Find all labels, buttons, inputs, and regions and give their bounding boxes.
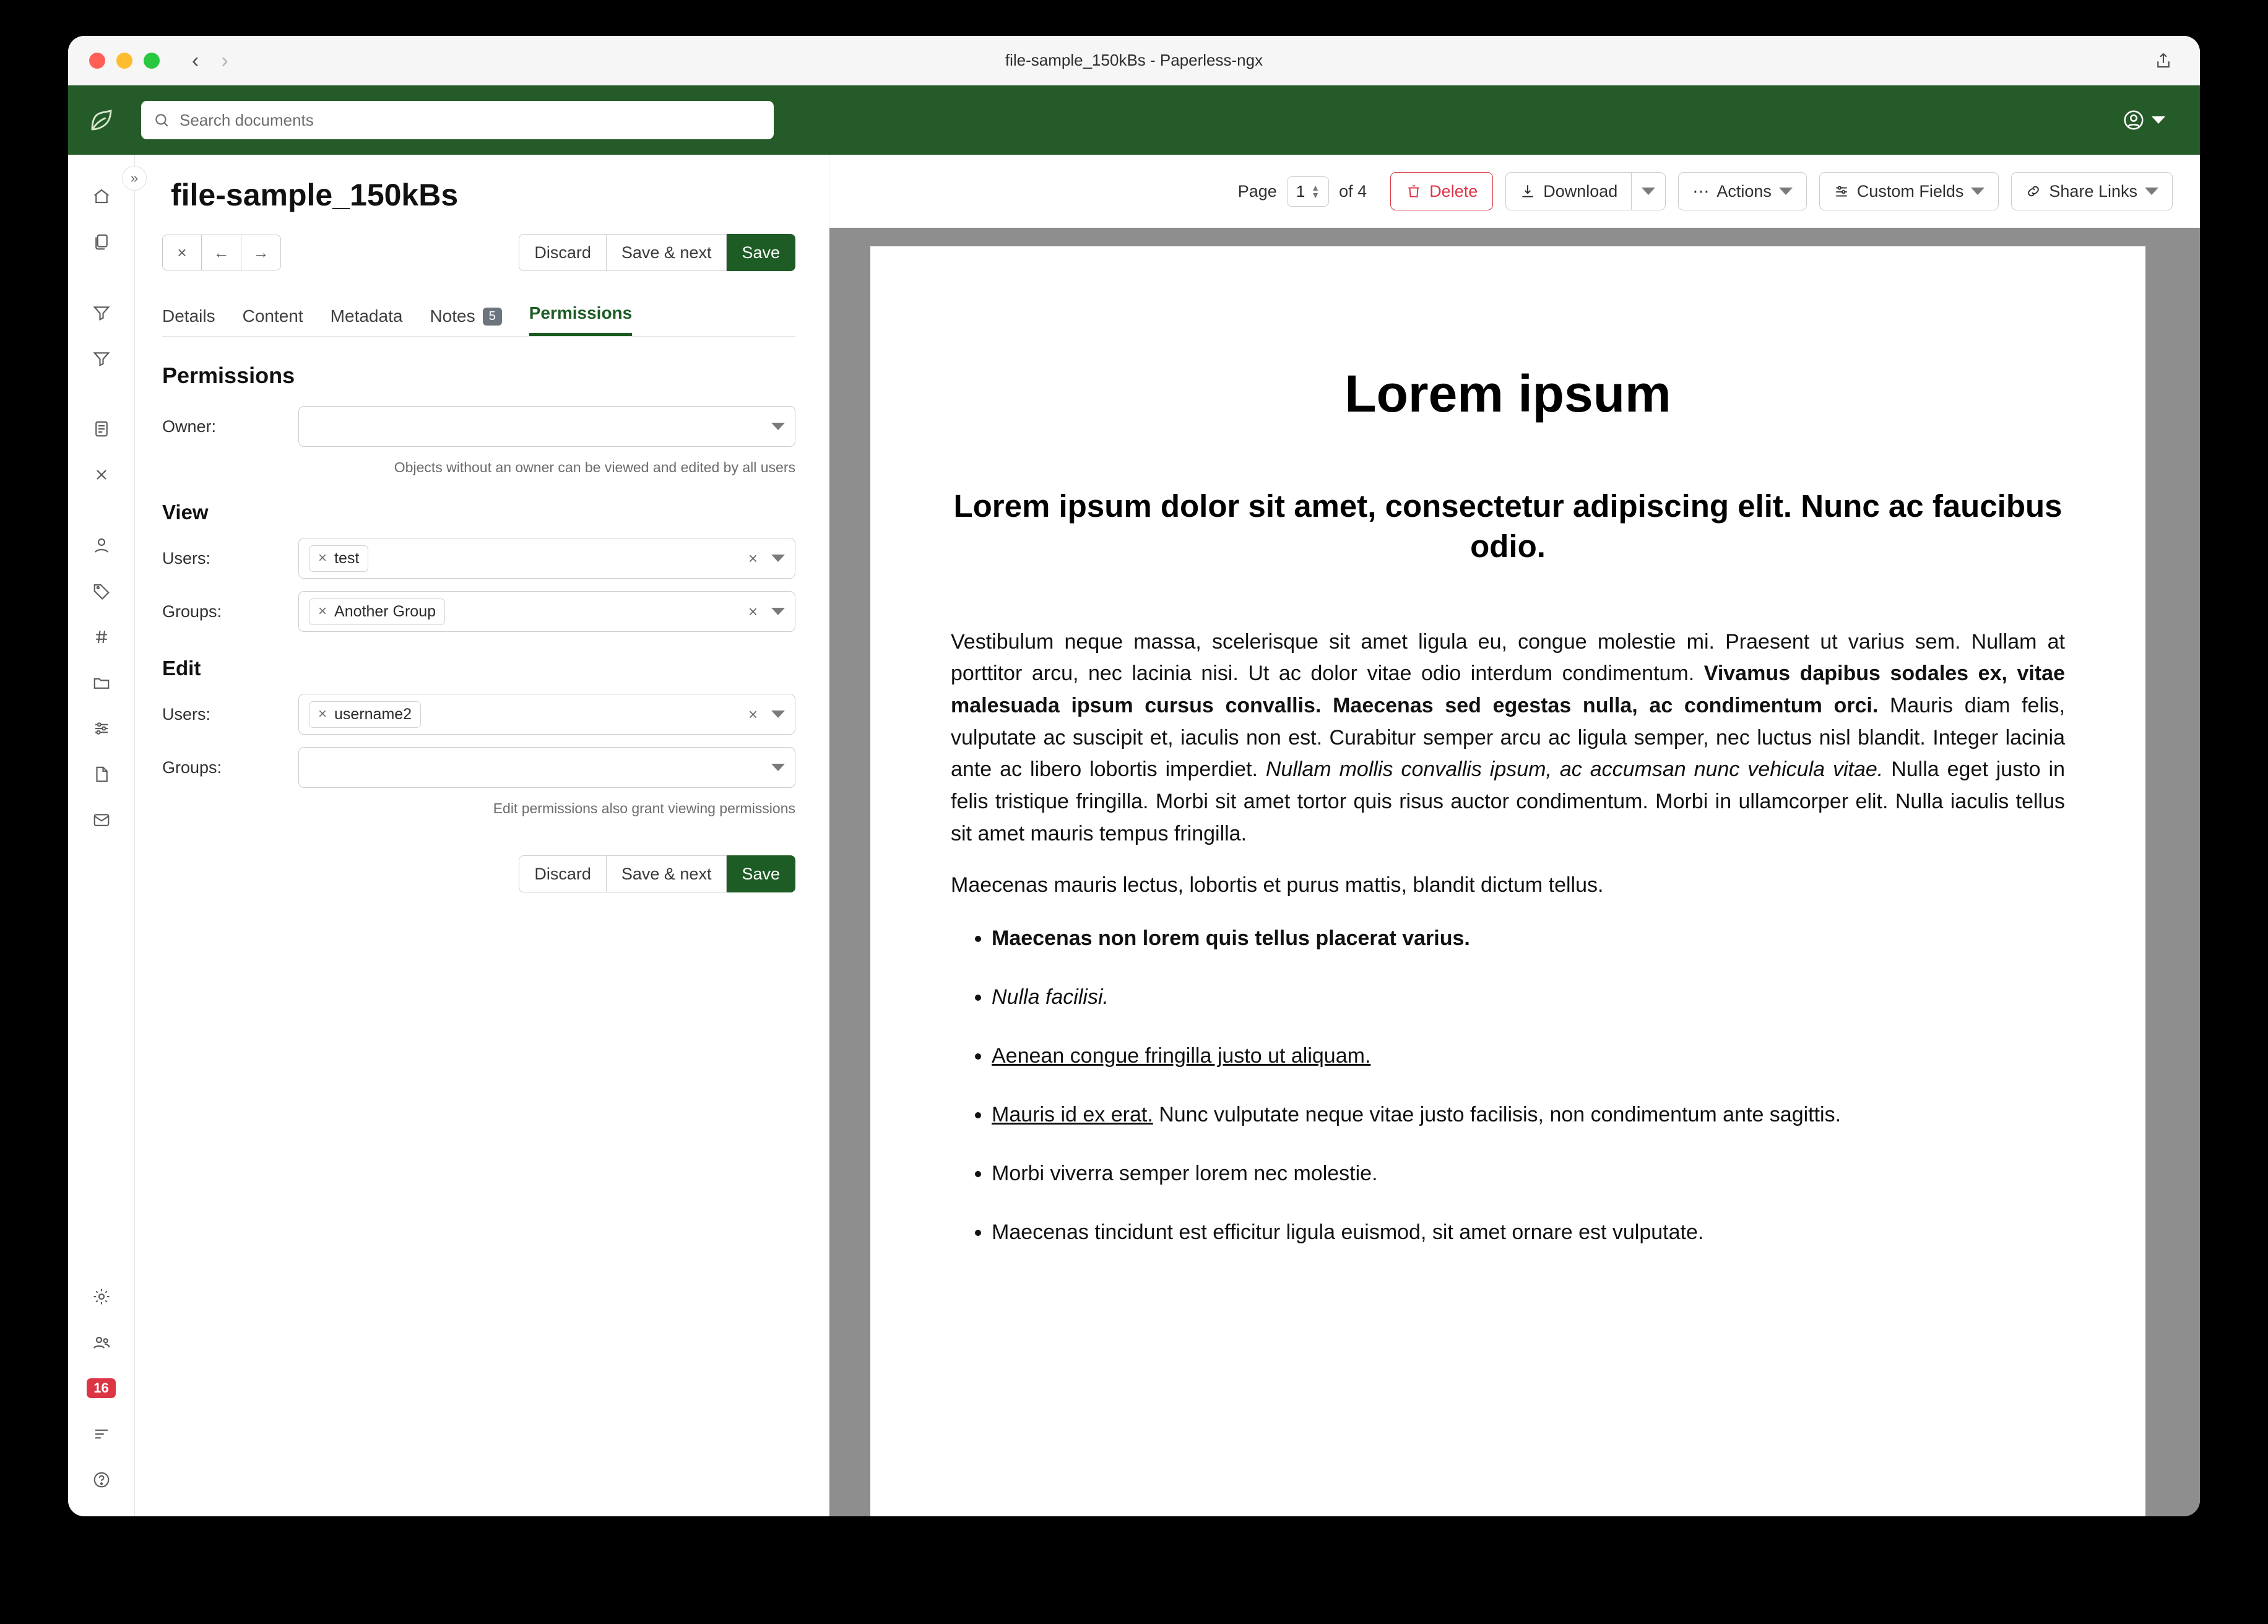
- search-input[interactable]: [178, 110, 761, 131]
- edit-users-row: [162, 694, 795, 735]
- para1-part-a: Vestibulum neque massa, scelerisque sit amet ligula eu, congue molestie mi. Praesent ut varius sem. Nullam at porttitor arcu, nec lacinia nisi. Ut ac dolor vitae odio interdum condimentum.: [951, 629, 2065, 686]
- document-edit-panel: [135, 155, 829, 1516]
- preview-paragraph-2: Maecenas mauris lectus, lobortis et purus mattis, blandit dictum tellus.: [951, 873, 1604, 897]
- page-control: [1238, 176, 1367, 207]
- paperless-leaf-icon[interactable]: [68, 108, 135, 132]
- edit-toolbar-bottom: [162, 855, 795, 892]
- chevron-down-icon[interactable]: [771, 710, 785, 718]
- sidebar-item-notifications[interactable]: [83, 1369, 120, 1407]
- download-icon: [1520, 183, 1536, 199]
- preview-paragraph-1: [951, 626, 2065, 850]
- preview-column: [829, 155, 2200, 1516]
- sidebar-item-storage-paths[interactable]: [83, 663, 120, 702]
- view-groups-label: Groups:: [162, 602, 222, 621]
- sidebar-item-documentation[interactable]: [83, 1461, 120, 1499]
- save-and-next-button-bottom[interactable]: Save & next: [607, 855, 727, 892]
- list-item: [992, 923, 2065, 954]
- document-toolbar: [829, 155, 2200, 228]
- sidebar-item-saved-view-2[interactable]: [83, 339, 120, 378]
- document-preview[interactable]: [829, 228, 2200, 1516]
- view-groups-select[interactable]: [298, 591, 795, 632]
- chevron-down-icon[interactable]: [771, 555, 785, 562]
- download-dropdown-button[interactable]: [1631, 172, 1666, 210]
- view-users-label: Users:: [162, 548, 211, 568]
- chevron-down-icon: [1642, 188, 1655, 195]
- share-links-button[interactable]: [2011, 172, 2173, 210]
- discard-button[interactable]: Discard: [519, 234, 607, 271]
- delete-label: Delete: [1429, 181, 1478, 201]
- para1-part-b: Mauris diam felis, vulputate ac suscipit et, iaculis non est. Curabitur semper arcu ac ligula semper, nec luctus nisl blandit. Integer lacinia ante ac libero lobortis imperdiet.: [951, 693, 2065, 782]
- page-number-input[interactable]: [1287, 176, 1329, 207]
- discard-button-bottom[interactable]: Discard: [519, 855, 607, 892]
- sidebar-item-custom-fields[interactable]: [83, 709, 120, 748]
- chip-remove-icon[interactable]: ×: [318, 550, 327, 566]
- search-icon: [154, 112, 170, 128]
- forward-icon[interactable]: ›: [221, 48, 228, 72]
- sidebar: [68, 155, 139, 1516]
- edit-hint: Edit permissions also grant viewing permissions: [493, 800, 795, 816]
- tab-notes[interactable]: [430, 306, 501, 336]
- stepper-icon[interactable]: ▲ ▼: [1311, 182, 1320, 200]
- status-badge: 16: [87, 1378, 115, 1398]
- window-titlebar: [68, 36, 2200, 85]
- page-label: Page: [1237, 181, 1277, 201]
- sidebar-item-tags[interactable]: [83, 572, 120, 610]
- app-body: [68, 155, 2200, 1516]
- list-item: [992, 1040, 2065, 1072]
- sidebar-item-settings[interactable]: [83, 1277, 120, 1316]
- back-icon[interactable]: ‹: [192, 48, 199, 72]
- edit-groups-row: [162, 747, 795, 788]
- tab-metadata[interactable]: [331, 306, 403, 336]
- owner-label: Owner:: [162, 417, 217, 436]
- sidebar-item-correspondents[interactable]: [83, 526, 120, 564]
- bullet-3-text: Aenean congue fringilla justo ut aliquam.: [992, 1043, 1371, 1068]
- chevron-down-icon[interactable]: [2152, 116, 2165, 124]
- sidebar-item-logs[interactable]: [83, 1415, 120, 1453]
- owner-select[interactable]: [298, 406, 795, 447]
- chevron-down-icon[interactable]: [771, 608, 785, 615]
- notes-count-badge: 5: [483, 308, 502, 326]
- clear-all-icon[interactable]: ×: [748, 548, 758, 568]
- save-group-bottom[interactable]: [519, 855, 795, 892]
- bullet-6-text: Maecenas tincidunt est efficitur ligula euismod, sit amet ornare est vulputate.: [992, 1220, 1704, 1244]
- edit-heading: Edit: [162, 657, 201, 680]
- edit-users-select[interactable]: [298, 694, 795, 735]
- tab-metadata-label: Metadata: [330, 306, 403, 326]
- download-label: Download: [1543, 181, 1618, 201]
- para1-italic: Nullam mollis convallis ipsum, ac accumsan nunc vehicula vitae.: [1265, 758, 1884, 782]
- page-number-value: 1: [1296, 181, 1305, 201]
- actions-label: Actions: [1716, 181, 1772, 201]
- view-groups-row: [162, 591, 795, 632]
- permissions-heading: Permissions: [162, 363, 295, 388]
- app-header: [68, 85, 2200, 155]
- owner-hint: Objects without an owner can be viewed and edited by all users: [394, 459, 795, 475]
- sidebar-item-file-tasks[interactable]: [83, 755, 120, 793]
- bullet-1-text: Maecenas non lorem quis tellus placerat varius.: [992, 926, 1470, 950]
- sidebar-item-dashboard[interactable]: [83, 177, 120, 215]
- save-button[interactable]: Save: [727, 234, 795, 271]
- chip-label: Another Group: [334, 602, 436, 620]
- user-circle-icon[interactable]: [2122, 108, 2145, 132]
- tab-permissions[interactable]: [529, 303, 633, 336]
- download-group[interactable]: [1505, 172, 1666, 210]
- view-users-row: [162, 538, 795, 579]
- owner-row: [162, 406, 795, 447]
- save-group-top[interactable]: [519, 234, 795, 271]
- custom-fields-label: Custom Fields: [1856, 181, 1964, 201]
- preview-bullet-list: [951, 923, 2065, 1248]
- previous-document-button[interactable]: ←: [202, 235, 241, 270]
- clear-all-icon[interactable]: ×: [748, 704, 758, 723]
- main-content: [135, 155, 2200, 1516]
- bullet-4-underline: Mauris id ex erat.: [992, 1102, 1153, 1126]
- page-total: of 4: [1339, 181, 1367, 201]
- sliders-icon: [1833, 183, 1850, 199]
- chip-remove-icon[interactable]: ×: [318, 603, 327, 620]
- window-title: file-sample_150kBs - Paperless-ngx: [1005, 51, 1263, 69]
- sidebar-item-documents[interactable]: [83, 223, 120, 261]
- tab-permissions-label: Permissions: [529, 303, 633, 322]
- clear-all-icon[interactable]: ×: [748, 602, 758, 621]
- edit-toolbar-top: [162, 234, 795, 271]
- view-heading: View: [162, 501, 209, 524]
- list-item: [992, 1158, 2065, 1190]
- sidebar-item-unassigned[interactable]: [83, 456, 120, 494]
- chip-view-group[interactable]: [309, 598, 445, 625]
- link-icon: [2025, 183, 2041, 199]
- preview-title: Lorem ipsum: [1344, 365, 1671, 423]
- bullet-5-text: Morbi viverra semper lorem nec molestie.: [992, 1161, 1378, 1185]
- sidebar-item-users-groups[interactable]: [83, 1323, 120, 1362]
- chevron-down-icon[interactable]: [771, 423, 785, 430]
- share-icon[interactable]: [2154, 51, 2173, 71]
- chip-view-user[interactable]: [309, 545, 368, 572]
- tab-notes-label: Notes: [430, 306, 475, 326]
- sidebar-item-saved-view-1[interactable]: [83, 293, 120, 332]
- document-tabs: [162, 303, 795, 337]
- chevron-down-icon[interactable]: [771, 764, 785, 771]
- preview-subtitle: Lorem ipsum dolor sit amet, consectetur adipiscing elit. Nunc ac faucibus odio.: [953, 488, 2062, 564]
- tab-content[interactable]: [243, 306, 303, 336]
- app-window: [68, 36, 2200, 1516]
- chip-label: test: [334, 549, 360, 567]
- chip-remove-icon[interactable]: ×: [318, 706, 327, 722]
- tab-details-label: Details: [162, 306, 215, 326]
- sidebar-collapse-button[interactable]: »: [122, 166, 147, 191]
- edit-groups-label: Groups:: [162, 758, 222, 777]
- ellipsis-icon: ⋯: [1692, 181, 1710, 201]
- view-users-select[interactable]: [298, 538, 795, 579]
- edit-groups-select[interactable]: [298, 747, 795, 788]
- list-item: [992, 1217, 2065, 1248]
- download-button[interactable]: [1505, 172, 1631, 210]
- actions-button[interactable]: [1678, 172, 1807, 210]
- share-links-label: Share Links: [2049, 181, 2137, 201]
- bullet-4-text: Nunc vulputate neque vitae justo facilisis, non condimentum ante sagittis.: [1153, 1102, 1842, 1126]
- save-and-next-button[interactable]: Save & next: [607, 234, 727, 271]
- preview-page: [870, 246, 2145, 1516]
- list-item: [992, 1099, 2065, 1131]
- search-box[interactable]: [141, 101, 774, 139]
- list-item: [992, 982, 2065, 1013]
- chip-edit-user[interactable]: [309, 701, 421, 728]
- delete-button[interactable]: [1390, 172, 1493, 210]
- tab-details[interactable]: [162, 306, 215, 336]
- tab-content-label: Content: [242, 306, 303, 326]
- next-document-button[interactable]: →: [241, 235, 281, 270]
- page-title: file-sample_150kBs: [171, 178, 459, 212]
- para1-bold: Vivamus dapibus sodales ex, vitae malesuada ipsum cursus convallis. Maecenas sed egestas nulla, ac condimentum orci.: [951, 662, 2065, 717]
- chevron-down-icon: [2145, 188, 2158, 195]
- bullet-2-text: Nulla facilisi.: [992, 985, 1109, 1009]
- sidebar-item-document-types[interactable]: [83, 618, 120, 656]
- close-document-button[interactable]: ×: [162, 235, 202, 270]
- custom-fields-button[interactable]: [1819, 172, 1999, 210]
- chevron-down-icon: [1971, 188, 1984, 195]
- save-button-bottom[interactable]: Save: [727, 855, 795, 892]
- trash-icon: [1406, 183, 1422, 199]
- chip-label: username2: [334, 705, 412, 723]
- sidebar-item-mail[interactable]: [83, 801, 120, 839]
- edit-users-label: Users:: [162, 704, 211, 723]
- sidebar-item-inbox[interactable]: [83, 410, 120, 448]
- para1-part-c: Nulla eget justo in felis tristique fringilla. Morbi sit amet tortor quis risus auctor condimentum. Morbi in ullamcorper elit. Nulla iaculis tellus sit amet mauris tempus fringilla.: [951, 758, 2065, 845]
- chevron-down-icon: [1779, 188, 1793, 195]
- doc-nav-group[interactable]: [162, 235, 281, 270]
- account-menu[interactable]: [2122, 108, 2165, 132]
